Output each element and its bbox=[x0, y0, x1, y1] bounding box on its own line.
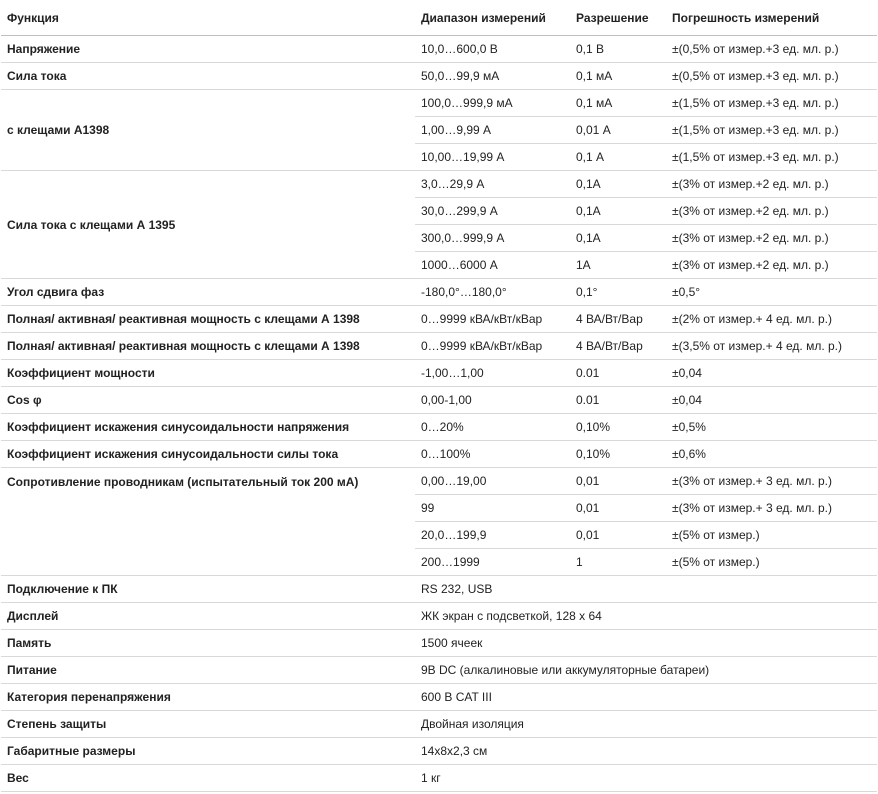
resolution-cell: 0,1А bbox=[570, 198, 666, 225]
resolution-cell: 0,1 мА bbox=[570, 90, 666, 117]
range-cell: 0…9999 кВА/кВт/кВар bbox=[415, 306, 570, 333]
spec-label: Питание bbox=[1, 657, 415, 684]
accuracy-cell: ±(3% от измер.+ 3 ед. мл. р.) bbox=[666, 468, 877, 495]
table-row bbox=[1, 387, 877, 414]
spec-value: RS 232, USB bbox=[415, 576, 877, 603]
range-cell: 200…1999 bbox=[415, 549, 570, 576]
range-cell: 50,0…99,9 мА bbox=[415, 63, 570, 90]
range-cell: 0,00…19,00 bbox=[415, 468, 570, 495]
header-accuracy: Погрешность измерений bbox=[666, 0, 877, 36]
resolution-cell: 0.01 bbox=[570, 387, 666, 414]
function-cell: с клещами А1398 bbox=[1, 90, 415, 171]
accuracy-cell: ±(3% от измер.+2 ед. мл. р.) bbox=[666, 198, 877, 225]
table-row bbox=[1, 36, 877, 63]
resolution-cell: 0.01 bbox=[570, 360, 666, 387]
resolution-cell: 0,01 bbox=[570, 522, 666, 549]
spec-label: Подключение к ПК bbox=[1, 576, 415, 603]
range-cell: 0…100% bbox=[415, 441, 570, 468]
spec-row bbox=[1, 576, 877, 603]
spec-value: 14х8х2,3 см bbox=[415, 738, 877, 765]
function-cell: Сопротивление проводникам (испытательный ток 200 мА) bbox=[1, 468, 415, 576]
spec-value: 1500 ячеек bbox=[415, 630, 877, 657]
function-cell: Cos φ bbox=[1, 387, 415, 414]
spec-value: 9В DC (алкалиновые или аккумуляторные батареи) bbox=[415, 657, 877, 684]
function-cell: Коэффициент мощности bbox=[1, 360, 415, 387]
header-range: Диапазон измерений bbox=[415, 0, 570, 36]
resolution-cell: 0,1° bbox=[570, 279, 666, 306]
accuracy-cell: ±(1,5% от измер.+3 ед. мл. р.) bbox=[666, 117, 877, 144]
range-cell: 20,0…199,9 bbox=[415, 522, 570, 549]
accuracy-cell: ±(3% от измер.+2 ед. мл. р.) bbox=[666, 252, 877, 279]
range-cell: 100,0…999,9 мА bbox=[415, 90, 570, 117]
accuracy-cell: ±(0,5% от измер.+3 ед. мл. р.) bbox=[666, 63, 877, 90]
accuracy-cell: ±(5% от измер.) bbox=[666, 549, 877, 576]
spec-row bbox=[1, 711, 877, 738]
function-cell: Полная/ активная/ реактивная мощность с клещами А 1398 bbox=[1, 333, 415, 360]
accuracy-cell: ±(3% от измер.+ 3 ед. мл. р.) bbox=[666, 495, 877, 522]
accuracy-cell: ±(3% от измер.+2 ед. мл. р.) bbox=[666, 225, 877, 252]
spec-row bbox=[1, 765, 877, 792]
accuracy-cell: ±(1,5% от измер.+3 ед. мл. р.) bbox=[666, 144, 877, 171]
accuracy-cell: ±(1,5% от измер.+3 ед. мл. р.) bbox=[666, 90, 877, 117]
spec-label: Степень защиты bbox=[1, 711, 415, 738]
table-row bbox=[1, 360, 877, 387]
resolution-cell: 0,1 А bbox=[570, 144, 666, 171]
spec-value: 1 кг bbox=[415, 765, 877, 792]
range-cell: 0…9999 кВА/кВт/кВар bbox=[415, 333, 570, 360]
accuracy-cell: ±(3,5% от измер.+ 4 ед. мл. р.) bbox=[666, 333, 877, 360]
range-cell: 30,0…299,9 А bbox=[415, 198, 570, 225]
range-cell: 10,0…600,0 В bbox=[415, 36, 570, 63]
range-cell: 3,0…29,9 А bbox=[415, 171, 570, 198]
range-cell: 1000…6000 А bbox=[415, 252, 570, 279]
function-cell: Напряжение bbox=[1, 36, 415, 63]
accuracy-cell: ±0,04 bbox=[666, 360, 877, 387]
spec-row bbox=[1, 684, 877, 711]
accuracy-cell: ±0,5° bbox=[666, 279, 877, 306]
resolution-cell: 4 ВА/Вт/Вар bbox=[570, 306, 666, 333]
spec-value: ЖК экран с подсветкой, 128 х 64 bbox=[415, 603, 877, 630]
resolution-cell: 1 bbox=[570, 549, 666, 576]
spec-value: Двойная изоляция bbox=[415, 711, 877, 738]
range-cell: -1,00…1,00 bbox=[415, 360, 570, 387]
header-function: Функция bbox=[1, 0, 415, 36]
range-cell: 0…20% bbox=[415, 414, 570, 441]
specifications-table bbox=[1, 0, 877, 792]
accuracy-cell: ±(5% от измер.) bbox=[666, 522, 877, 549]
accuracy-cell: ±0,04 bbox=[666, 387, 877, 414]
table-row bbox=[1, 90, 877, 117]
table-row bbox=[1, 441, 877, 468]
spec-row bbox=[1, 603, 877, 630]
table-row bbox=[1, 306, 877, 333]
function-cell: Коэффициент искажения синусоидальности силы тока bbox=[1, 441, 415, 468]
spec-label: Категория перенапряжения bbox=[1, 684, 415, 711]
header-row bbox=[1, 0, 877, 36]
range-cell: 99 bbox=[415, 495, 570, 522]
table-row bbox=[1, 63, 877, 90]
function-cell: Угол сдвига фаз bbox=[1, 279, 415, 306]
resolution-cell: 0,10% bbox=[570, 414, 666, 441]
resolution-cell: 0,1А bbox=[570, 171, 666, 198]
header-resolution: Разрешение bbox=[570, 0, 666, 36]
function-cell: Сила тока с клещами А 1395 bbox=[1, 171, 415, 279]
table-row bbox=[1, 333, 877, 360]
accuracy-cell: ±0,5% bbox=[666, 414, 877, 441]
spec-label: Вес bbox=[1, 765, 415, 792]
accuracy-cell: ±(2% от измер.+ 4 ед. мл. р.) bbox=[666, 306, 877, 333]
spec-label: Дисплей bbox=[1, 603, 415, 630]
accuracy-cell: ±(3% от измер.+2 ед. мл. р.) bbox=[666, 171, 877, 198]
resolution-cell: 0,01 bbox=[570, 495, 666, 522]
resolution-cell: 1А bbox=[570, 252, 666, 279]
spec-row bbox=[1, 738, 877, 765]
resolution-cell: 0,1А bbox=[570, 225, 666, 252]
accuracy-cell: ±0,6% bbox=[666, 441, 877, 468]
spec-row bbox=[1, 657, 877, 684]
resolution-cell: 0,1 В bbox=[570, 36, 666, 63]
range-cell: -180,0°…180,0° bbox=[415, 279, 570, 306]
table-row bbox=[1, 279, 877, 306]
resolution-cell: 0,01 bbox=[570, 468, 666, 495]
function-cell: Коэффициент искажения синусоидальности напряжения bbox=[1, 414, 415, 441]
resolution-cell: 0,01 А bbox=[570, 117, 666, 144]
range-cell: 1,00…9,99 А bbox=[415, 117, 570, 144]
resolution-cell: 0,1 мА bbox=[570, 63, 666, 90]
spec-value: 600 В CAT III bbox=[415, 684, 877, 711]
function-cell: Сила тока bbox=[1, 63, 415, 90]
resolution-cell: 4 ВА/Вт/Вар bbox=[570, 333, 666, 360]
spec-label: Память bbox=[1, 630, 415, 657]
table-row bbox=[1, 414, 877, 441]
table-row bbox=[1, 171, 877, 198]
range-cell: 10,00…19,99 А bbox=[415, 144, 570, 171]
range-cell: 300,0…999,9 А bbox=[415, 225, 570, 252]
table-row bbox=[1, 468, 877, 495]
spec-label: Габаритные размеры bbox=[1, 738, 415, 765]
range-cell: 0,00-1,00 bbox=[415, 387, 570, 414]
resolution-cell: 0,10% bbox=[570, 441, 666, 468]
spec-row bbox=[1, 630, 877, 657]
function-cell: Полная/ активная/ реактивная мощность с клещами А 1398 bbox=[1, 306, 415, 333]
accuracy-cell: ±(0,5% от измер.+3 ед. мл. р.) bbox=[666, 36, 877, 63]
